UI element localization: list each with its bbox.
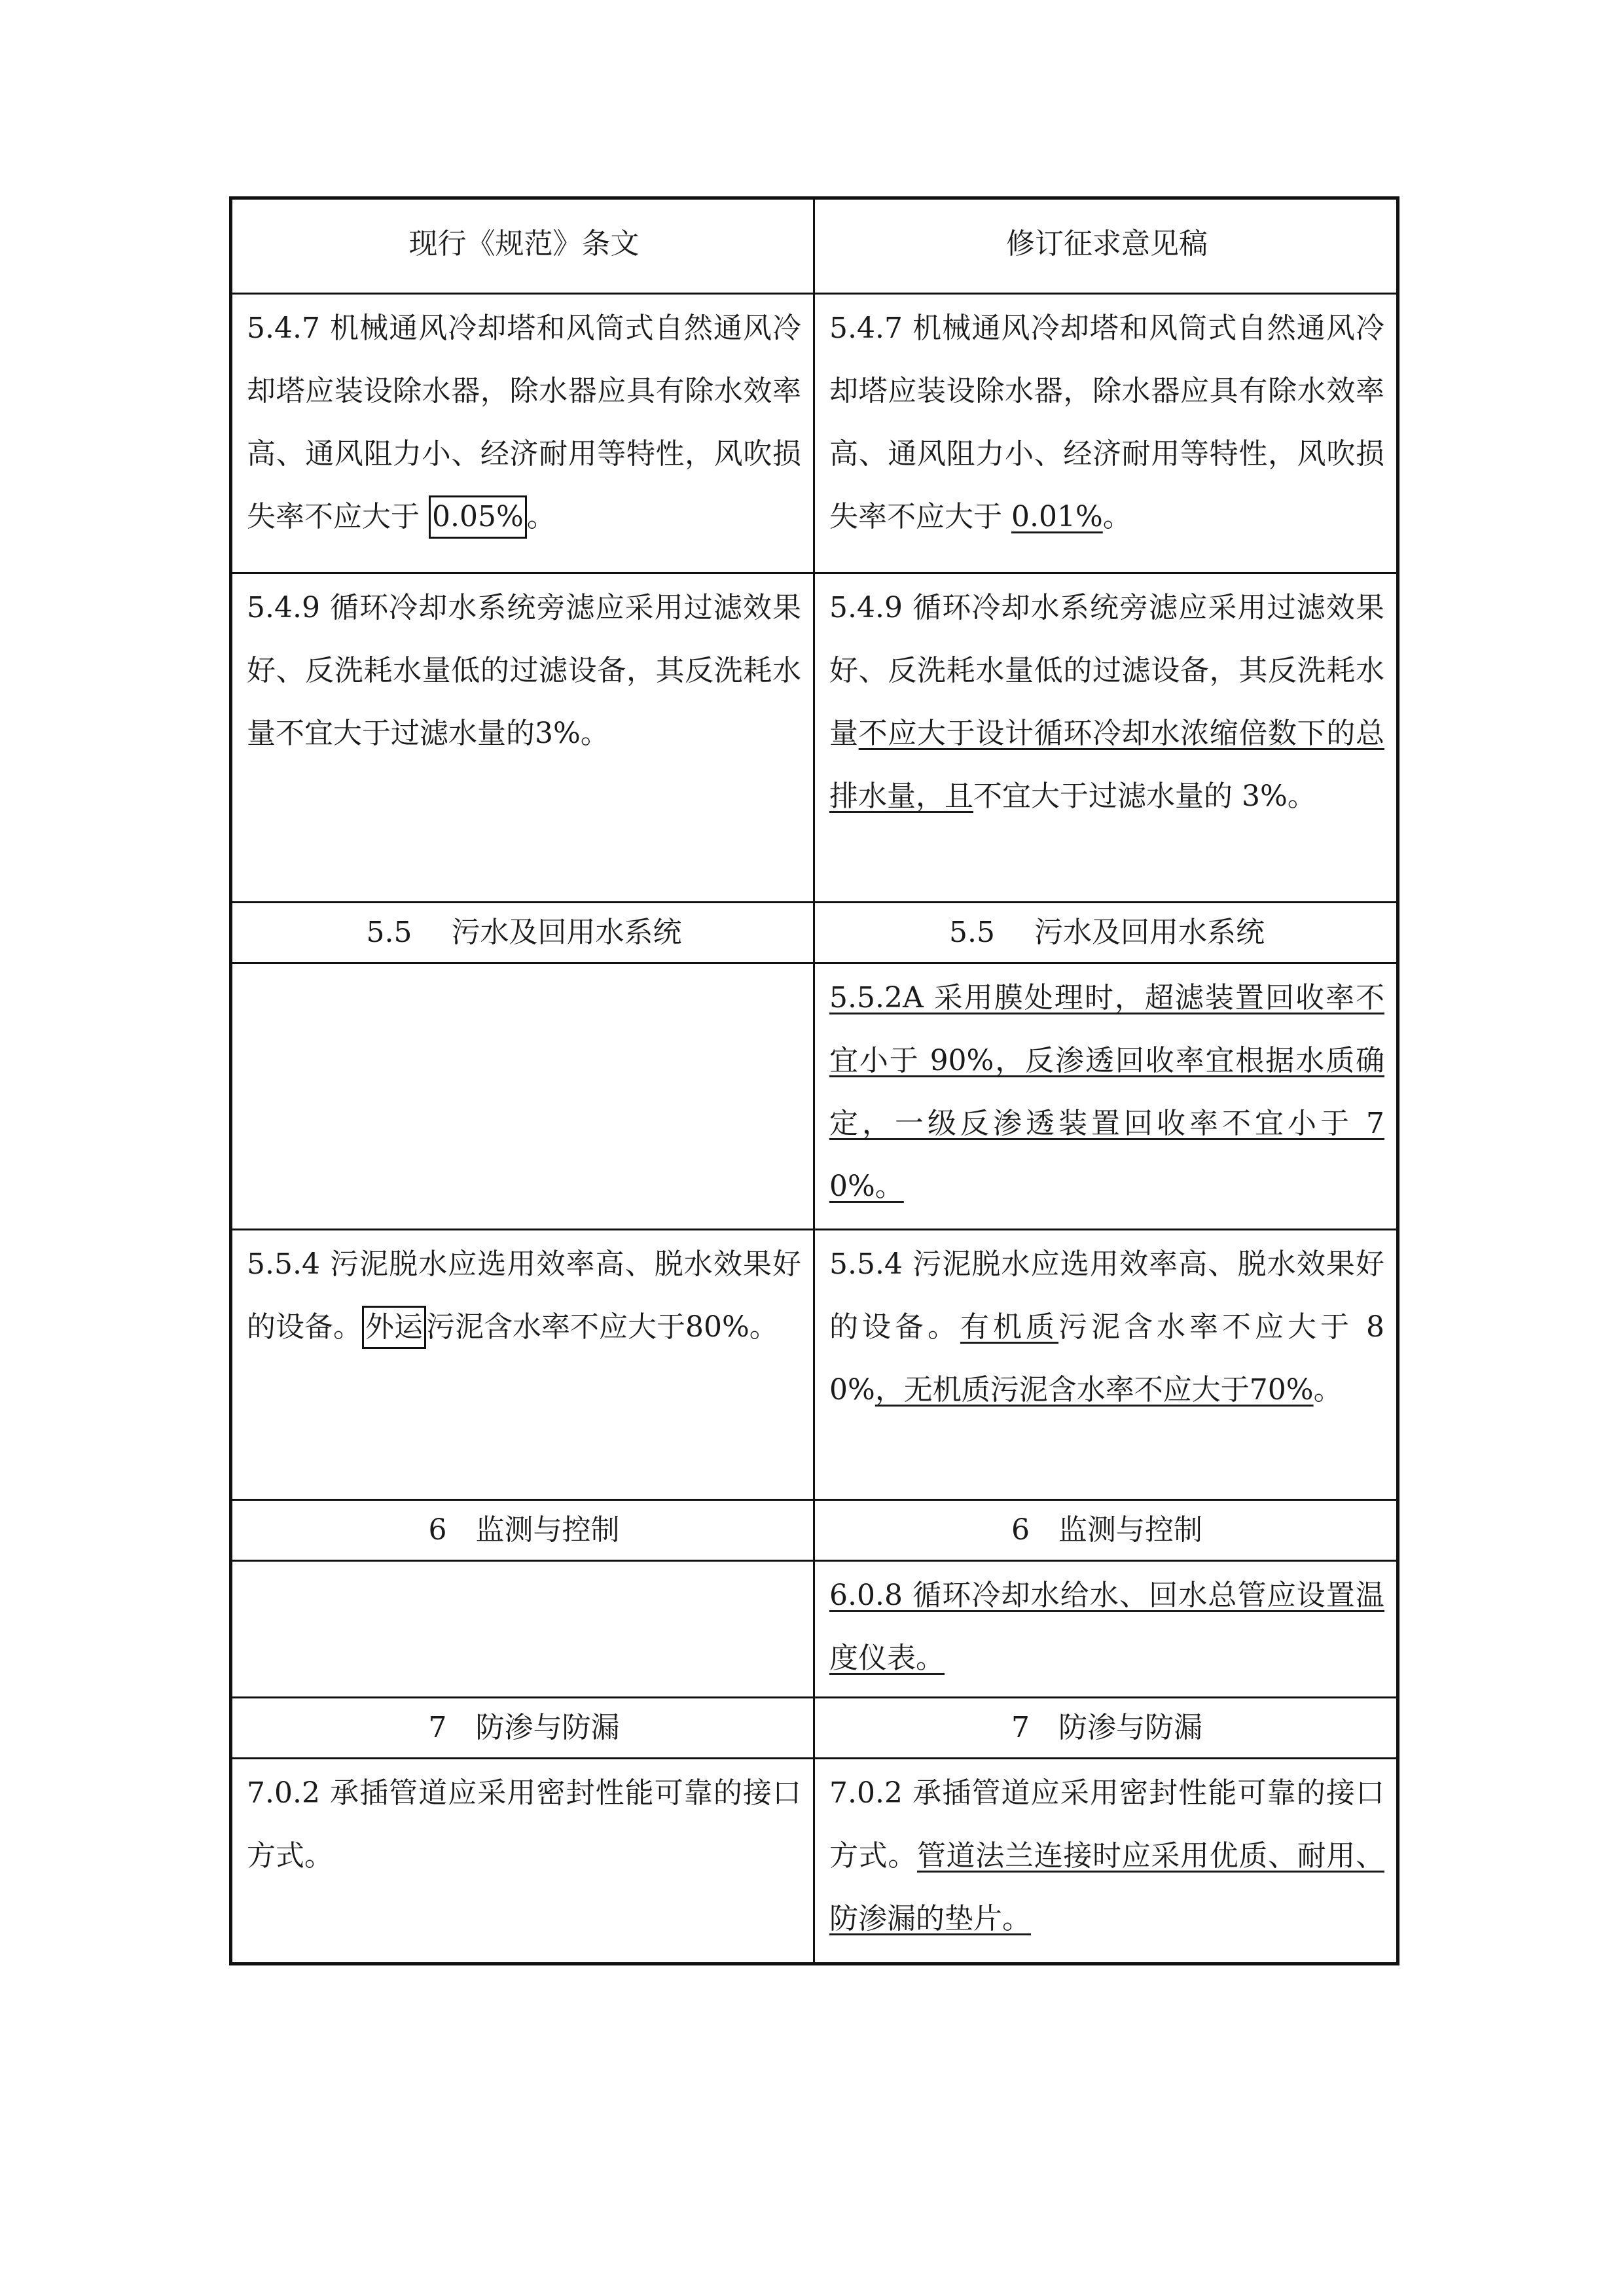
section-number: 6	[1011, 1513, 1030, 1547]
clause-text: 5.4.9 循环冷却水系统旁滤应采用过滤效果好、反洗耗水量低的过滤设备，其反洗耗水量	[829, 591, 1384, 750]
header-current-label: 现行《规范》条文	[408, 227, 640, 260]
cell-current-7-0-2	[231, 1759, 814, 1964]
cell-revised-5-5-4	[814, 1230, 1398, 1500]
section-number: 5.5	[366, 916, 412, 949]
clause-text-mid: 污泥含水率不应大于 80%	[829, 1310, 1385, 1407]
clause-text: 5.4.7 机械通风冷却塔和风筒式自然通风冷却塔应装设除水器，除水器应具有除水效率高、通风阻力小、经济耐用等特性，风吹损失率不应大于	[829, 312, 1384, 533]
underlined-new-clause: 6.0.8 循环冷却水给水、回水总管应设置温度仪表。	[829, 1579, 1384, 1675]
table-row-5-4-9	[231, 573, 1398, 903]
section-number: 5.5	[949, 916, 995, 949]
section-title: 监测与控制	[1058, 1513, 1202, 1547]
section-number: 7	[1011, 1711, 1030, 1744]
table-row-7-0-2	[231, 1759, 1398, 1964]
cell-revised-5-4-9	[814, 573, 1398, 903]
header-row	[231, 198, 1398, 294]
section-number: 6	[428, 1513, 447, 1547]
header-current	[231, 198, 814, 294]
section-current-7	[231, 1698, 814, 1759]
cell-current-5-5-4	[231, 1230, 814, 1500]
clause-text: 5.5.4 污泥脱水应选用效率高、脱水效果好的设备。	[247, 1247, 801, 1344]
boxed-value: 0.05%	[429, 495, 527, 539]
header-revised	[814, 198, 1398, 294]
clause-text-end: 污泥含水率不应大于80%。	[426, 1310, 778, 1344]
cell-revised-5-5-2a	[814, 963, 1398, 1230]
section-title: 防渗与防漏	[475, 1711, 620, 1744]
section-current-6	[231, 1500, 814, 1561]
clause-end: 。	[1102, 500, 1132, 533]
underlined-new-clause: 5.5.2A 采用膜处理时，超滤装置回收率不宜小于 90%，反渗透回收率宜根据水质确定，一级反渗透装置回收率不宜小于 70%。	[829, 981, 1384, 1203]
clause-end: 。	[526, 500, 556, 533]
cell-current-5-5-2a	[231, 963, 814, 1230]
section-row-5-5	[231, 903, 1398, 963]
clause-end: 。	[1313, 1373, 1343, 1407]
section-revised-5-5	[814, 903, 1398, 963]
clause-text: 7.0.2 承插管道应采用密封性能可靠的接口方式。	[247, 1776, 801, 1873]
section-row-7	[231, 1698, 1398, 1759]
clause-text: 5.5.4 污泥脱水应选用效率高、脱水效果好的设备。	[829, 1247, 1384, 1344]
cell-current-6-0-8	[231, 1561, 814, 1698]
section-current-5-5	[231, 903, 814, 963]
underlined-insertion: 不应大于设计循环冷却水浓缩倍数下的总排水量，且	[829, 717, 1385, 813]
table-row-5-5-2a	[231, 963, 1398, 1230]
underlined-insertion: ，无机质污泥含水率不应大于70%	[875, 1373, 1314, 1407]
section-number: 7	[428, 1711, 447, 1744]
section-title: 污水及回用水系统	[451, 916, 682, 949]
header-revised-label: 修订征求意见稿	[1006, 227, 1208, 260]
underlined-insertion: 管道法兰连接时应采用优质、耐用、防渗漏的垫片。	[829, 1839, 1384, 1935]
table-row-6-0-8	[231, 1561, 1398, 1698]
cell-revised-7-0-2	[814, 1759, 1398, 1964]
clause-text: 5.4.7 机械通风冷却塔和风筒式自然通风冷却塔应装设除水器，除水器应具有除水效率高、通风阻力小、经济耐用等特性，风吹损失率不应大于	[247, 312, 801, 533]
clause-text-end: 不宜大于过滤水量的 3%。	[973, 780, 1316, 813]
section-revised-7	[814, 1698, 1398, 1759]
table-row-5-5-4	[231, 1230, 1398, 1500]
section-title: 防渗与防漏	[1058, 1711, 1202, 1744]
cell-revised-5-4-7	[814, 294, 1398, 573]
section-title: 监测与控制	[475, 1513, 620, 1547]
table-row-5-4-7	[231, 294, 1398, 573]
comparison-table	[229, 196, 1399, 1965]
clause-text: 5.4.9 循环冷却水系统旁滤应采用过滤效果好、反洗耗水量低的过滤设备，其反洗耗水量不宜大于过滤水量的3%。	[247, 591, 801, 750]
underlined-word: 有机质	[960, 1310, 1059, 1344]
boxed-word: 外运	[362, 1306, 426, 1349]
cell-current-5-4-7	[231, 294, 814, 573]
cell-current-5-4-9	[231, 573, 814, 903]
underlined-value: 0.01%	[1011, 500, 1103, 533]
section-title: 污水及回用水系统	[1034, 916, 1265, 949]
cell-revised-6-0-8	[814, 1561, 1398, 1698]
section-revised-6	[814, 1500, 1398, 1561]
section-row-6	[231, 1500, 1398, 1561]
clause-text: 7.0.2 承插管道应采用密封性能可靠的接口方式。	[829, 1776, 1384, 1873]
